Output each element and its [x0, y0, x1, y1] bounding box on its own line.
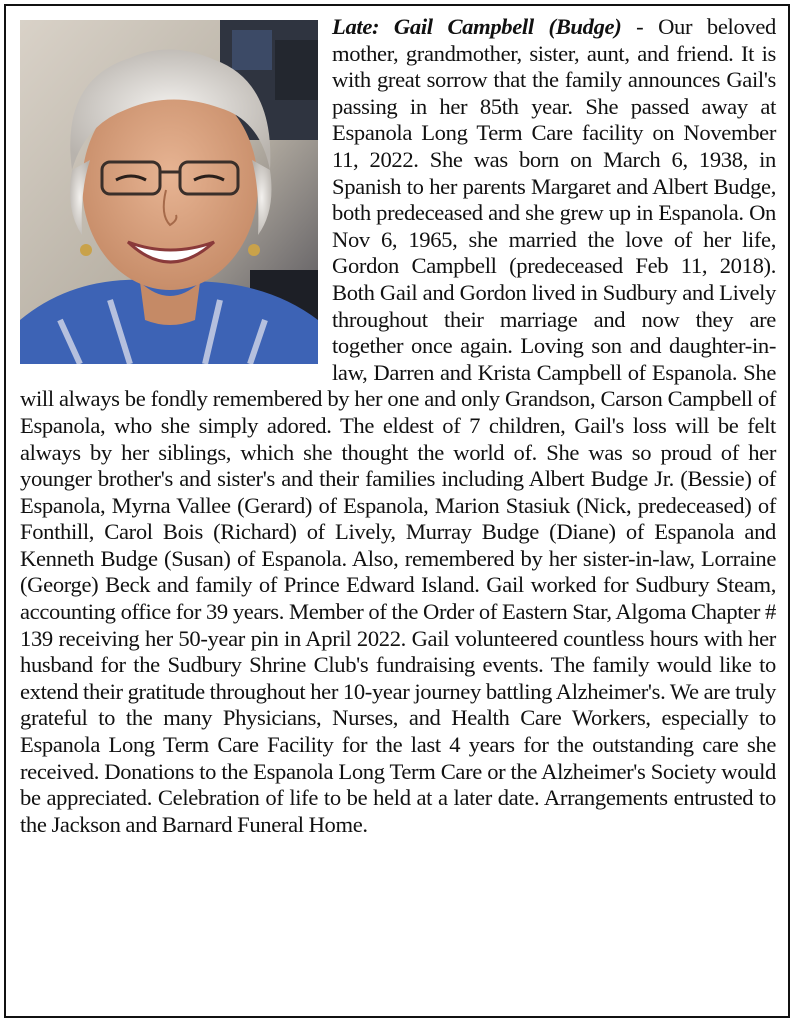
portrait-photo — [20, 20, 318, 364]
obituary-body: Our beloved mother, grandmother, sister, aunt, and friend. It is with great sorrow that the family announces Gail's passing in her 85th year. She passed away at Espanola Long Term Care facility on November 11, 2022. She was born on March 6, 1938, in Spanish to her parents Margaret and Albert Budge, both predeceased and she grew up in Espanola. On Nov 6, 1965, she married the love of her life, Gordon Campbell (predeceased Feb 11, 2018). Both Gail and Gordon lived in Sudbury and Lively throughout their marriage and now they are together once again. Loving son and daughter-in-law, Darren and Krista Campbell of Espanola. She will always be fondly remembered by her one and only Grandson, Carson Campbell of Espanola, who she simply adored. The eldest of 7 children, Gail's loss will be felt always by her siblings, which she thought the world of. She was so proud of her younger brother's and sister's and their families including Albert Budge Jr. (Bessie) of Espanola, Myrna Vallee (Gerard) of Espanola, Marion Stasiuk (Nick, predeceased) of Fonthill, Carol Bois (Richard) of Lively, Murray Budge (Diane) of Espanola and Kenneth Budge (Susan) of Espanola. Also, remembered by her sister-in-law, Lorraine (George) Beck and family of Prince Edward Island. Gail worked for Sudbury Steam, accounting office for 39 years. Member of the Order of Eastern Star, Algoma Chapter # 139 receiving her 50-year pin in April 2022. Gail volunteered countless hours with her husband for the Sudbury Shrine Club's fundraising events. The family would like to extend their gratitude throughout her 10-year journey battling Alzheimer's. We are truly grateful to the many Physicians, Nurses, and Health Care Workers, especially to Espanola Long Term Care Facility for the last 4 years for the outstanding care she received. Donations to the Espanola Long Term Care or the Alzheimer's Society would be appreciated. Celebration of life to be held at a later date. Arrangements entrusted to the Jackson and Barnard Funeral Home. — [20, 14, 776, 837]
obituary-name-heading: Late: Gail Campbell (Budge) — [332, 14, 622, 39]
heading-separator: - — [621, 14, 659, 39]
obituary-notice — [20, 14, 776, 838]
